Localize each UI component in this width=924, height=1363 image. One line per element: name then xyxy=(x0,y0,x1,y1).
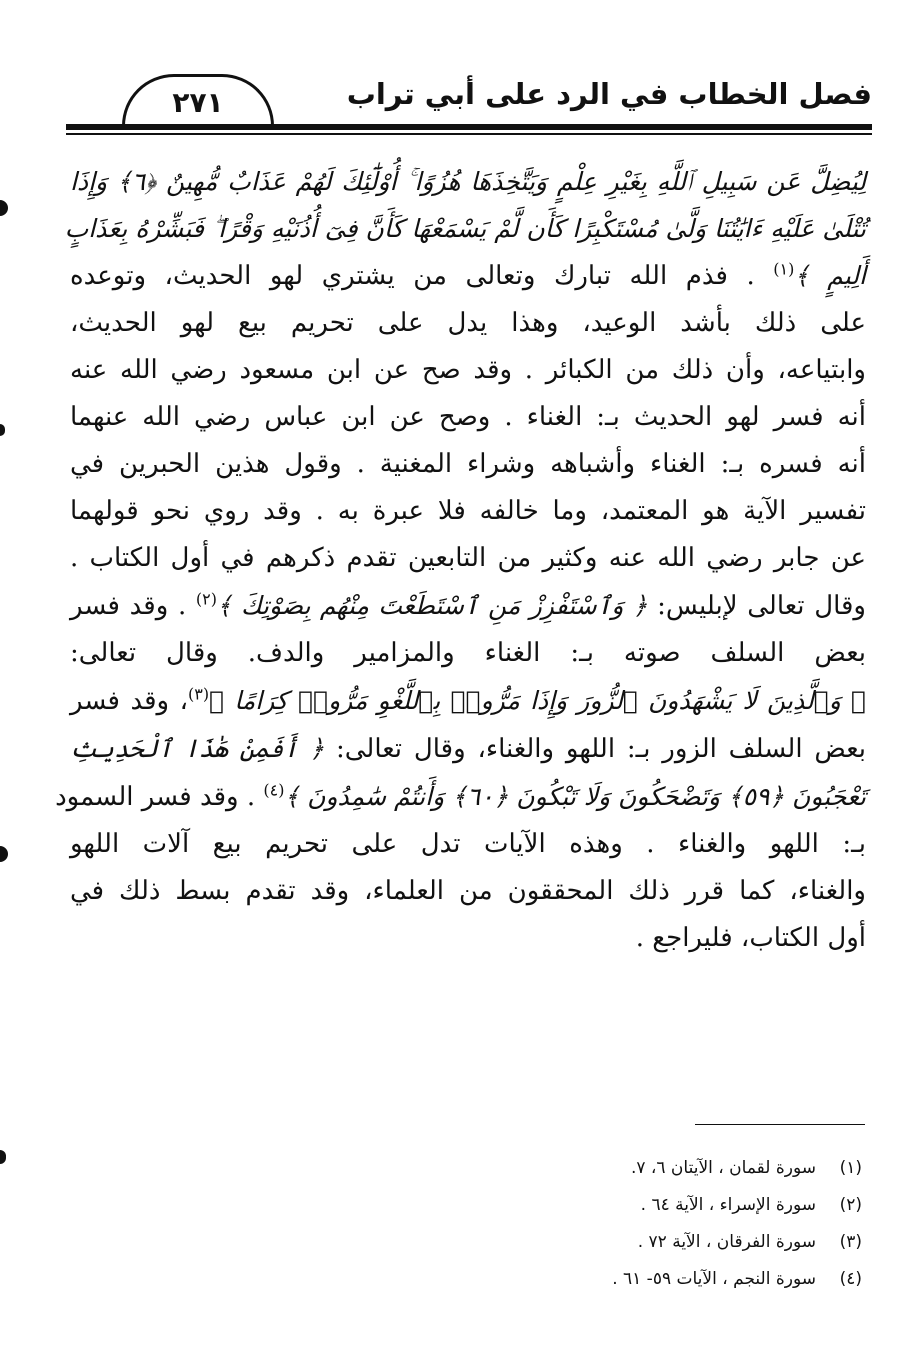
text-line: أنه فسر لهو الحديث بـ: الغناء . وصح عن ابن عباس رضي الله عنهما xyxy=(70,402,866,432)
text-fragment: . وقد فسر السمود xyxy=(55,782,264,812)
quran-verse-fragment: أَلِيمٍ ﴾ xyxy=(794,261,867,290)
text-fragment: ، وقد فسر xyxy=(70,686,188,716)
footnote-text: سورة النجم ، الآيات ٥٩- ٦١ . xyxy=(612,1269,816,1289)
text-fragment: . وقد فسر xyxy=(70,591,196,621)
header-rule-thin xyxy=(66,133,872,135)
footnote-item xyxy=(362,1150,862,1187)
book-title: فصل الخطاب في الرد على أبي تراب xyxy=(346,77,872,111)
text-line: عن جابر رضي الله عنه وكثير من التابعين تقدم ذكرهم في أول الكتاب . xyxy=(70,543,866,573)
quran-verse-line: لِيُضِلَّ عَن سَبِيلِ ٱللَّهِ بِغَيْرِ عِلْمٍ وَيَتَّخِذَهَا هُزُوًا ۚ أُوْلَٰٓئِكَ لَهُمْ عَذَابٌ مُّهِينٌ ﴿٦﴾ وَإِذَا xyxy=(70,167,866,196)
text-fragment: وقال تعالى لإبليس: xyxy=(647,591,866,621)
running-header xyxy=(66,72,872,142)
footnote-number: (٤) xyxy=(839,1269,862,1289)
quran-verse-fragment: تَعْجَبُونَ ﴿٥٩﴾ وَتَضْحَكُونَ وَلَا تَبْكُونَ ﴿٦٠﴾ وَأَنتُمْ سَٰمِدُونَ ﴾ xyxy=(284,782,866,811)
header-rule-thick xyxy=(66,124,872,130)
footnote-reference: (٣) xyxy=(188,684,210,704)
page-number: ٢٧١ xyxy=(172,86,224,119)
footnote-item xyxy=(362,1224,862,1261)
text-line xyxy=(70,582,866,630)
text-line xyxy=(70,252,866,300)
page-number-frame xyxy=(122,74,274,126)
text-fragment: بعض السلف الزور بـ: اللهو والغناء، وقال تعالى: xyxy=(324,734,866,764)
scan-margin-mark xyxy=(0,200,8,216)
footnote-separator xyxy=(695,1124,865,1125)
footnote-reference: (٤) xyxy=(263,780,285,800)
text-line: بـ: اللهو والغناء . وهذه الآيات تدل على تحريم بيع آلات اللهو xyxy=(70,829,866,859)
scan-margin-mark xyxy=(0,1150,6,1164)
text-line xyxy=(55,773,866,821)
footnote-number: (٢) xyxy=(839,1195,862,1215)
text-line: والغناء، كما قرر ذلك المحققون من العلماء، وقد تقدم بسط ذلك في xyxy=(70,876,866,906)
text-line: أنه فسره بـ: الغناء وأشباهه وشراء المغنية . وقول هذين الحبرين في xyxy=(70,449,866,479)
quran-verse-fragment: ﴿ أَفَمِنْ هَٰذَا ٱلْحَدِيثِ xyxy=(70,734,325,763)
text-fragment: . فذم الله تبارك وتعالى من يشتري لهو الحديث، وتوعده xyxy=(70,261,774,291)
text-line: بعض السلف صوته بـ: الغناء والمزامير والدف. وقال تعالى: xyxy=(70,638,866,668)
scan-margin-mark xyxy=(0,424,5,436)
quran-verse-line: تُتْلَىٰ عَلَيْهِ ءَايَٰتُنَا وَلَّىٰ مُسْتَكْبِرًا كَأَن لَّمْ يَسْمَعْهَا كَأَنَّ فِىٓ أُذُنَيْهِ وَقْرًا ۖ فَبَشِّرْهُ بِعَذَابٍ xyxy=(64,214,866,243)
body-text xyxy=(55,158,867,962)
scan-margin-mark xyxy=(0,846,8,862)
footnote-text: سورة لقمان ، الآيتان ٦، ٧. xyxy=(630,1158,816,1178)
footnote-number: (١) xyxy=(839,1158,862,1178)
text-line xyxy=(70,725,866,773)
footnote-item xyxy=(362,1261,862,1298)
footnote-reference: (٢) xyxy=(195,589,217,609)
text-line: تفسير الآية هو المعتمد، وما خالفه فلا عبرة به . وقد روي نحو قولهما xyxy=(70,496,866,526)
quran-verse-fragment: ﴿ وَٱلَّذِينَ لَا يَشْهَدُونَ ٱلزُّورَ وَإِذَا مَرُّوا۟ بِٱللَّغْوِ مَرُّوا۟ كِرَامًا ﴾ xyxy=(209,686,866,715)
footnote-number: (٣) xyxy=(839,1232,862,1252)
footnote-text: سورة الإسراء ، الآية ٦٤ . xyxy=(640,1195,816,1215)
text-line: أول الكتاب، فليراجع . xyxy=(635,923,866,953)
footnotes xyxy=(362,1150,862,1298)
text-line: وابتياعه، وأن ذلك من الكبائر . وقد صح عن ابن مسعود رضي الله عنه xyxy=(70,355,866,385)
footnote-item xyxy=(362,1187,862,1224)
footnote-reference: (١) xyxy=(773,259,795,279)
footnote-text: سورة الفرقان ، الآية ٧٢ . xyxy=(637,1232,816,1252)
text-line: على ذلك بأشد الوعيد، وهذا يدل على تحريم بيع لهو الحديث، xyxy=(70,308,866,338)
text-line xyxy=(70,677,866,725)
quran-verse-fragment: ﴿ وَٱسْتَفْزِزْ مَنِ ٱسْتَطَعْتَ مِنْهُم بِصَوْتِكَ ﴾ xyxy=(216,591,648,620)
